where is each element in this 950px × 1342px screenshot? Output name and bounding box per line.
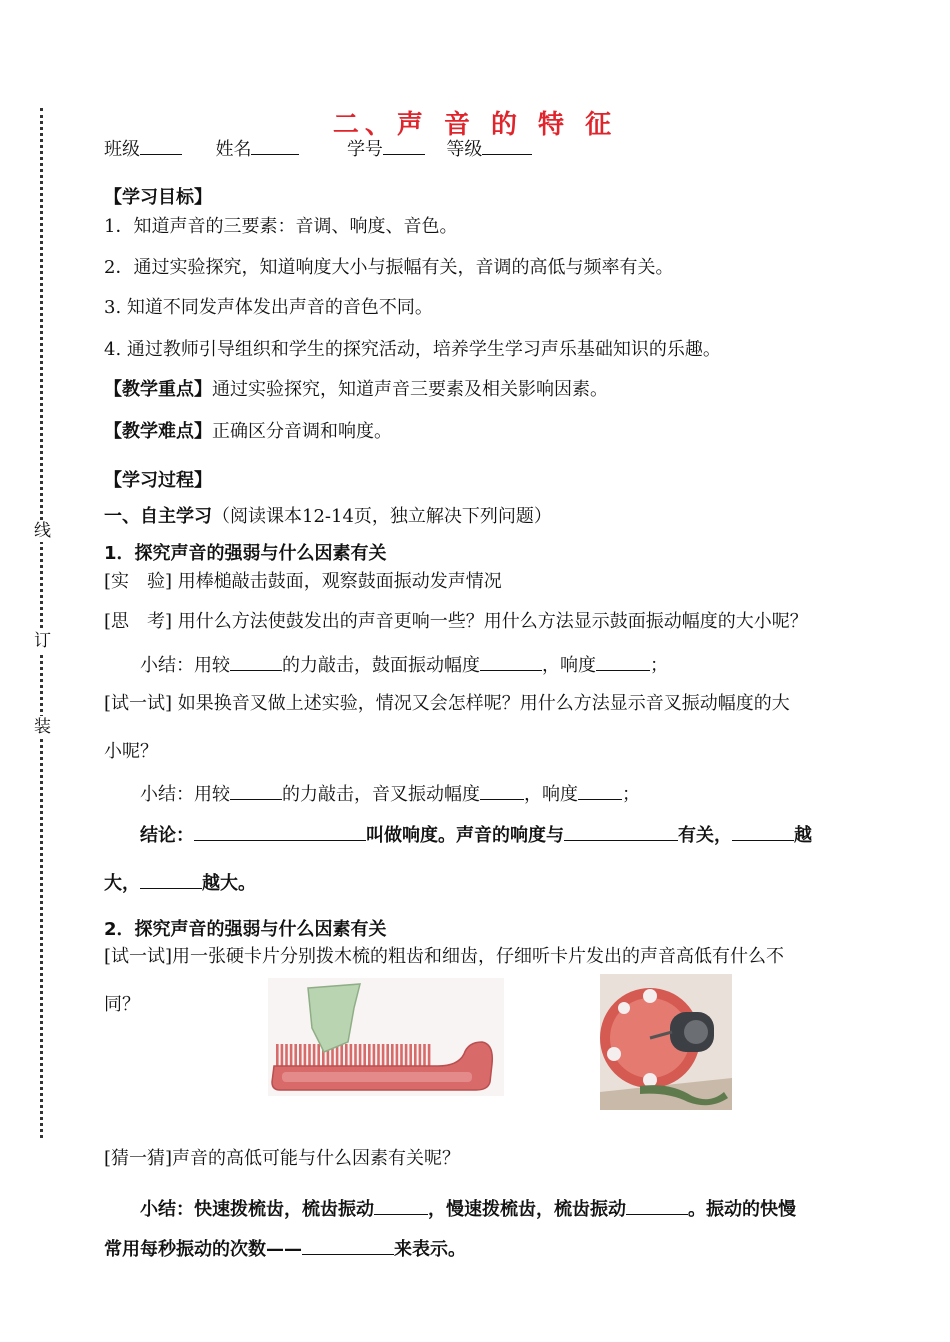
comb-tooth — [363, 1044, 366, 1068]
q2-sum-blank-b[interactable] — [626, 1196, 688, 1215]
comb-tooth — [382, 1044, 385, 1068]
comb-tooth — [281, 1044, 284, 1068]
q1-sum2-blank-b[interactable] — [480, 781, 524, 800]
comb-card-illustration — [268, 978, 504, 1096]
q1-conclusion-cont — [104, 870, 256, 896]
objectives-heading: 【学习目标】 — [104, 187, 212, 208]
page-title: 二、声 音 的 特 征 — [332, 110, 618, 140]
name-blank[interactable] — [251, 136, 299, 155]
q2-sum-blank-a[interactable] — [374, 1196, 428, 1215]
objective-item: 2．通过实验探究，知道响度大小与振幅有关，音调的高低与频率有关。 — [104, 257, 674, 278]
q1-try — [104, 692, 790, 716]
comb-tooth — [359, 1044, 362, 1068]
section1-text: （阅读课本12-14页，独立解决下列问题） — [212, 506, 552, 527]
comb-tooth — [313, 1044, 316, 1068]
q2-try-text: 用一张硬卡片分别拨木梳的粗齿和细齿，仔细听卡片发出的声音高低有什么不 — [172, 946, 785, 967]
q1-sum2-blank-c[interactable] — [578, 781, 622, 800]
q1-concl-text-a: 结论： — [140, 825, 194, 846]
q2-sum-text-c: 。振动的快慢 — [688, 1199, 796, 1220]
key-point-label: 【教学重点】 — [104, 379, 212, 400]
comb-tooth — [340, 1044, 343, 1068]
comb-tooth — [386, 1044, 389, 1068]
q1-summary1 — [140, 652, 668, 678]
q2-sum-text-d: 常用每秒振动的次数—— — [104, 1239, 302, 1260]
comb-tooth — [423, 1044, 426, 1068]
q1-sum1-blank-a[interactable] — [230, 652, 282, 671]
comb-tooth — [368, 1044, 371, 1068]
comb-tooth — [391, 1044, 394, 1068]
section1-line — [104, 505, 552, 529]
q1-concl-blank-b[interactable] — [564, 822, 678, 841]
comb-tooth — [409, 1044, 412, 1068]
q1-sum2-text-c: ，响度 — [524, 784, 578, 805]
q2-try — [104, 945, 784, 969]
q2-heading: 2．探究声音的强弱与什么因素有关 — [104, 919, 387, 940]
q2-guess — [104, 1147, 460, 1171]
comb-tooth — [354, 1044, 357, 1068]
binding-char-xian: 线 — [34, 521, 51, 541]
q2-try-cont: 同？ — [104, 994, 140, 1015]
q2-try-label: [试一试] — [104, 946, 173, 967]
q1-exp-label: [实 验] — [104, 571, 173, 592]
comb-tooth — [285, 1044, 288, 1068]
q1-sum1-text-c: ，响度 — [542, 655, 596, 676]
grade-label: 等级 — [446, 139, 483, 160]
q1-concl-blank-d[interactable] — [140, 870, 202, 889]
comb-tooth — [373, 1044, 376, 1068]
q1-experiment — [104, 570, 502, 594]
objective-item: 4. 通过教师引导组织和学生的探究活动，培养学生学习声乐基础知识的乐趣。 — [104, 339, 721, 360]
comb-tooth — [414, 1044, 417, 1068]
student-info-row — [104, 136, 532, 162]
comb-tooth — [276, 1044, 279, 1068]
q2-guess-label: [猜一猜] — [104, 1148, 173, 1169]
difficulty-text: 正确区分音调和响度。 — [212, 421, 392, 442]
comb-tooth — [345, 1044, 348, 1068]
q1-think-label: [思 考] — [104, 611, 173, 632]
section1-label: 一、自主学习 — [104, 506, 212, 527]
q1-concl-text-b: 叫做响度。声音的响度与 — [366, 825, 564, 846]
key-point-text: 通过实验探究，知道声音三要素及相关影响因素。 — [212, 379, 608, 400]
q1-try-cont: 小呢？ — [104, 741, 158, 762]
q1-concl-blank-a[interactable] — [194, 822, 366, 841]
comb-tooth — [377, 1044, 380, 1068]
q2-sum-text-a: 小结：快速拨梳齿，梳齿振动 — [140, 1199, 374, 1220]
q1-conclusion — [140, 822, 812, 848]
q2-sum-blank-c[interactable] — [302, 1236, 394, 1255]
q1-concl-blank-c[interactable] — [732, 822, 794, 841]
binding-char-zhuang: 装 — [34, 717, 51, 737]
number-label: 学号 — [346, 139, 383, 160]
difficulty-label: 【教学难点】 — [104, 421, 212, 442]
comb-tooth — [428, 1044, 431, 1068]
comb-tooth — [419, 1044, 422, 1068]
objective-item: 1．知道声音的三要素：音调、响度、音色。 — [104, 216, 458, 237]
q1-try-label: [试一试] — [104, 693, 173, 714]
q1-summary2 — [140, 781, 640, 807]
grade-blank[interactable] — [482, 136, 532, 155]
comb-tooth — [308, 1044, 311, 1068]
q1-sum1-text-b: 的力敲击，鼓面振动幅度 — [282, 655, 480, 676]
q1-sum2-text-b: 的力敲击，音叉振动幅度 — [282, 784, 480, 805]
q2-summary-cont — [104, 1236, 466, 1262]
q2-sum-text-e: 来表示。 — [394, 1239, 466, 1260]
class-blank[interactable] — [140, 136, 182, 155]
q1-sum1-text-a: 小结：用较 — [140, 655, 230, 676]
q1-concl-text-e: 大， — [104, 873, 140, 894]
q2-sum-text-b: ，慢速拨梳齿，梳齿振动 — [428, 1199, 626, 1220]
comb-tooth — [400, 1044, 403, 1068]
q2-summary — [140, 1196, 796, 1222]
q1-try-text: 如果换音叉做上述实验，情况又会怎样呢？用什么方法显示音叉振动幅度的大 — [177, 693, 790, 714]
comb-tooth — [294, 1044, 297, 1068]
comb-tooth — [290, 1044, 293, 1068]
q2-guess-text: 声音的高低可能与什么因素有关呢？ — [172, 1148, 461, 1169]
q1-exp-text: 用棒槌敲击鼓面，观察鼓面振动发声情况 — [177, 571, 502, 592]
q1-concl-text-c: 有关， — [678, 825, 732, 846]
class-label: 班级 — [104, 139, 140, 160]
q1-sum1-blank-c[interactable] — [596, 652, 650, 671]
number-blank[interactable] — [383, 136, 425, 155]
objective-item: 3. 知道不同发声体发出声音的音色不同。 — [104, 297, 433, 318]
q1-sum2-text-a: 小结：用较 — [140, 784, 230, 805]
comb-tooth — [304, 1044, 307, 1068]
q1-sum1-blank-b[interactable] — [480, 652, 542, 671]
q1-concl-text-d: 越 — [794, 825, 812, 846]
q1-sum2-blank-a[interactable] — [230, 781, 282, 800]
comb-tooth — [405, 1044, 408, 1068]
process-heading: 【学习过程】 — [104, 470, 212, 491]
binding-char-ding: 订 — [34, 631, 51, 651]
siren-disc-illustration — [600, 974, 732, 1110]
name-label: 姓名 — [215, 139, 252, 160]
q1-concl-text-f: 越大。 — [202, 873, 256, 894]
comb-tooth — [350, 1044, 353, 1068]
comb-tooth — [299, 1044, 302, 1068]
q1-sum2-text-d: ； — [622, 784, 640, 805]
comb-tooth — [317, 1044, 320, 1068]
q1-think — [104, 610, 808, 634]
binding-dotted-line — [40, 108, 43, 1138]
q1-heading: 1．探究声音的强弱与什么因素有关 — [104, 543, 387, 564]
q1-think-text: 用什么方法使鼓发出的声音更响一些？用什么方法显示鼓面振动幅度的大小呢？ — [177, 611, 808, 632]
q1-sum1-text-d: ； — [650, 655, 668, 676]
difficulty-point — [104, 420, 392, 444]
key-point — [104, 378, 608, 402]
comb-tooth — [396, 1044, 399, 1068]
